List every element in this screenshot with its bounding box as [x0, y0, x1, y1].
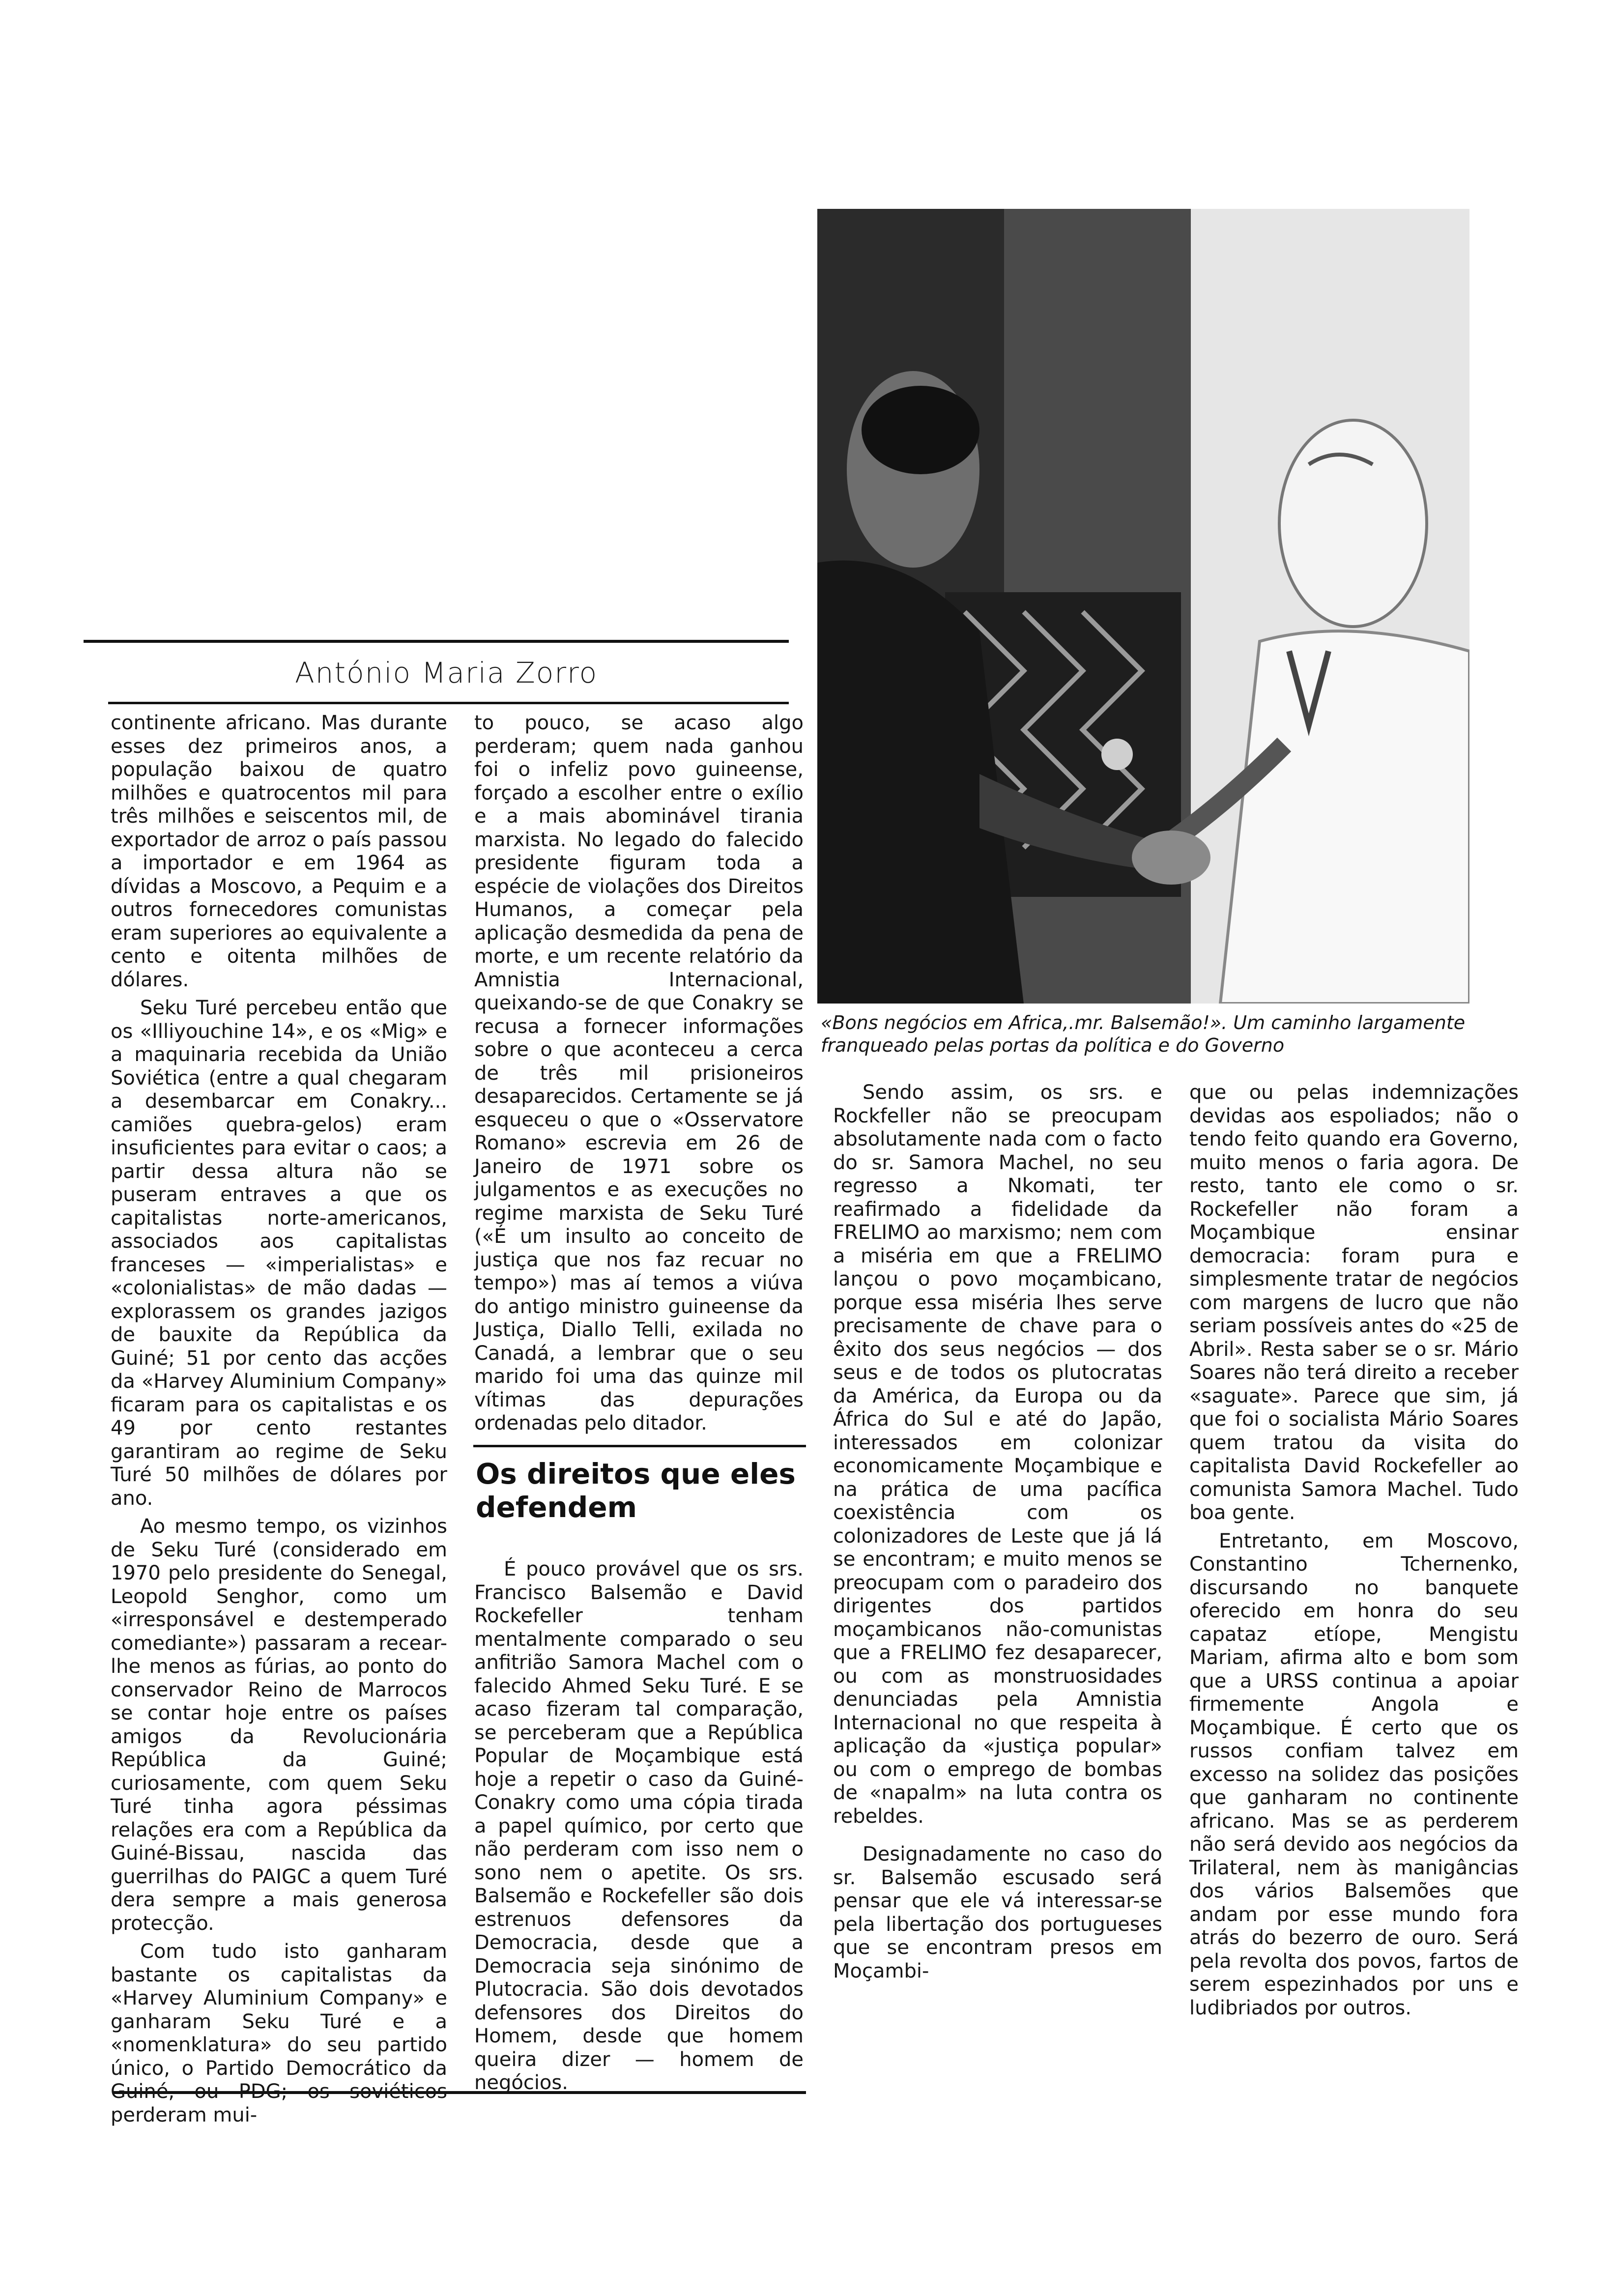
col1-paragraph-1: continente africano. Mas durante esses dez primeiros anos, a população baixou de quatro milhões e quatrocentos mil para três milhões e seiscentos mil, de exportador de arroz o país passou a importador e em 1964 as dívidas a Moscovo, a Pequim e a outros fornecedores comunistas eram superiores ao equivalente a cento e oitenta milhões de dólares. — [111, 712, 447, 991]
photo-caption: «Bons negócios em Africa,.mr. Balsemão!». Um caminho largamente franqueado pelas portas da política e do Governo — [821, 1012, 1466, 1056]
col1-paragraph-4: Com tudo isto ganharam bastante os capitalistas da «Harvey Aluminium Company» e ganharam Seku Turé e a «nomenklatura» do seu partido único, o Partido Democrático da Guiné, ou PDG; os soviéticos perderam mui- — [111, 1940, 447, 2126]
handshake-photo — [817, 209, 1469, 1004]
subhead-rule — [473, 1445, 806, 1447]
subheading: Os direitos que eles defendem — [476, 1457, 796, 1524]
col2-paragraph-1: to pouco, se acaso algo perderam; quem nada ganhou foi o infeliz povo guineense, forçado a escolher entre o exílio e a mais abominável tirania marxista. No legado do falecido presidente figuram toda a espécie de violações dos Direitos Humanos, a começar pela aplicação desmedida da pena de morte, e um recente relatório da Amnistia Internacional, queixando-se de que Conakry se recusa a fornecer informações sobre o que aconteceu a cerca de três mil prisioneiros desaparecidos. Certamente se já esqueceu o que o «Osservatore Romano» escrevia em 26 de Janeiro de 1971 sobre os julgamentos e as execuções no regime marxista de Seku Turé («É um insulto ao conceito de justiça que nos faz recuar no tempo») mas aí temos a viúva do antigo ministro guineense da Justiça, Diallo Telli, exilada no Canadá, a lembrar que o seu marido foi uma das quinze mil vítimas das depurações ordenadas pelo ditador. — [474, 712, 804, 1435]
handshake-photo-icon — [817, 209, 1469, 1004]
col4-paragraph-1: que ou pelas indemnizações devidas aos espoliados; não o tendo feito quando era Governo, muito menos o faria agora. De resto, tanto ele como o sr. Rockefeller não foram a Moçambique ensinar democracia: foram pura e simplesmente tratar de negócios com margens de lucro que não seriam possíveis antes do «25 de Abril». Resta saber se o sr. Mário Soares não terá direito a receber «saguate». Parece que sim, já que foi o socialista Mário Soares quem tratou da visita do capitalista David Rockefeller ao comunista Samora Machel. Tudo boa gente. — [1189, 1081, 1519, 1524]
col1-paragraph-3: Ao mesmo tempo, os vizinhos de Seku Turé (considerado em 1970 pelo presidente do Senegal, Leopold Senghor, como um «irresponsável e destemperado comediante») passaram a recear-lhe menos as fúrias, ao ponto do conservador Reino de Marrocos se contar hoje entre os países amigos da Revolucionária República da Guiné; curiosamente, com quem Seku Turé tinha agora péssimas relações era com a República da Guiné-Bissau, nascida das guerrilhas do PAIGC a quem Turé dera sempre a mais generosa protecção. — [111, 1515, 447, 1935]
col3-paragraph-2: Designadamente no caso do sr. Balsemão escusado será pensar que ele vá interessar-se pela libertação dos portugueses que se encontram presos em Moçambi- — [833, 1843, 1162, 1982]
column-2-lower — [474, 1558, 804, 2100]
column-3 — [833, 1081, 1162, 1988]
top-rule-left — [84, 640, 789, 643]
col3-paragraph-1: Sendo assim, os srs. e Rockfeller não se preocupam absolutamente nada com o facto do sr. Samora Machel, no seu regresso a Nkomati, ter reafirmado a fidelidade da FRELIMO ao marxismo; nem com a miséria em que a FRELIMO lançou o povo moçambicano, porque essa miséria lhes serve precisamente de chave para o êxito dos seus negócios — dos seus e de todos os plutocratas da América, da Europa ou da África do Sul e até do Japão, interessados em colonizar economicamente Moçambique e na prática de uma pacífica coexistência com os colonizadores de Leste que já lá se encontram; e muito menos se preocupam com o paradeiro dos dirigentes dos partidos moçambicanos não-comunistas que a FRELIMO fez desaparecer, ou com as monstruosidades denunciadas pela Amnistia Internacional no que respeita à aplicação da «justiça popular» ou com o emprego de bombas de «napalm» na luta contra os rebeldes. — [833, 1081, 1162, 1828]
col1-paragraph-2: Seku Turé percebeu então que os «Illiyouchine 14», e os «Mig» e a maquinaria recebida da União Soviética (entre a qual chegaram a desembarcar em Conakry... camiões quebra-gelos) eram insuficientes para evitar o caos; a partir dessa altura não se puseram entraves a que os capitalistas norte-americanos, associados aos capitalistas franceses — «imperialistas» e «colonialistas» de mão dadas — explorassem os grandes jazigos de bauxite da República da Guiné; 51 por cento das acções da «Harvey Aluminium Company» ficaram para os capitalistas e os 49 por cento restantes garantiram ao regime de Seku Turé 50 milhões de dólares por ano. — [111, 997, 447, 1510]
column-4 — [1189, 1081, 1519, 2025]
byline-rule — [108, 702, 789, 704]
column-1 — [111, 712, 447, 2132]
author-byline: António Maria Zorro — [295, 656, 598, 689]
column-2-upper — [474, 712, 804, 1440]
col2-paragraph-2: É pouco provável que os srs. Francisco Balsemão e David Rockefeller tenham mentalmente comparado o seu anfitrião Samora Machel com o falecido Ahmed Seku Turé. E se acaso fizeram tal comparação, se perceberam que a República Popular de Moçambique está hoje a repetir o caso da Guiné-Conakry como uma cópia tirada a papel químico, por certo que não perderam com isso nem o sono nem o apetite. Os srs. Balsemão e Rockefeller são dois estrenuos defensores da Democracia, desde que a Democracia seja sinónimo de Plutocracia. São dois devotados defensores dos Direitos do Homem, desde que homem queira dizer — homem de negócios. — [474, 1558, 804, 2094]
col4-paragraph-2: Entretanto, em Moscovo, Constantino Tchernenko, discursando no banquete oferecido em honra do seu capataz etíope, Mengistu Mariam, afirma alto e bom som que a URSS continua a apoiar firmemente Angola e Moçambique. É certo que os russos confiam talvez em excesso na solidez das posições que ganharam no continente africano. Mas se as perderem não será devido aos negócios da Trilateral, nem às manigâncias dos vários Balsemões que andam por esse mundo fora atrás do bezerro de ouro. Será pela revolta dos povos, fartos de serem espezinhados por uns e ludibriados por outros. — [1189, 1529, 1519, 2019]
